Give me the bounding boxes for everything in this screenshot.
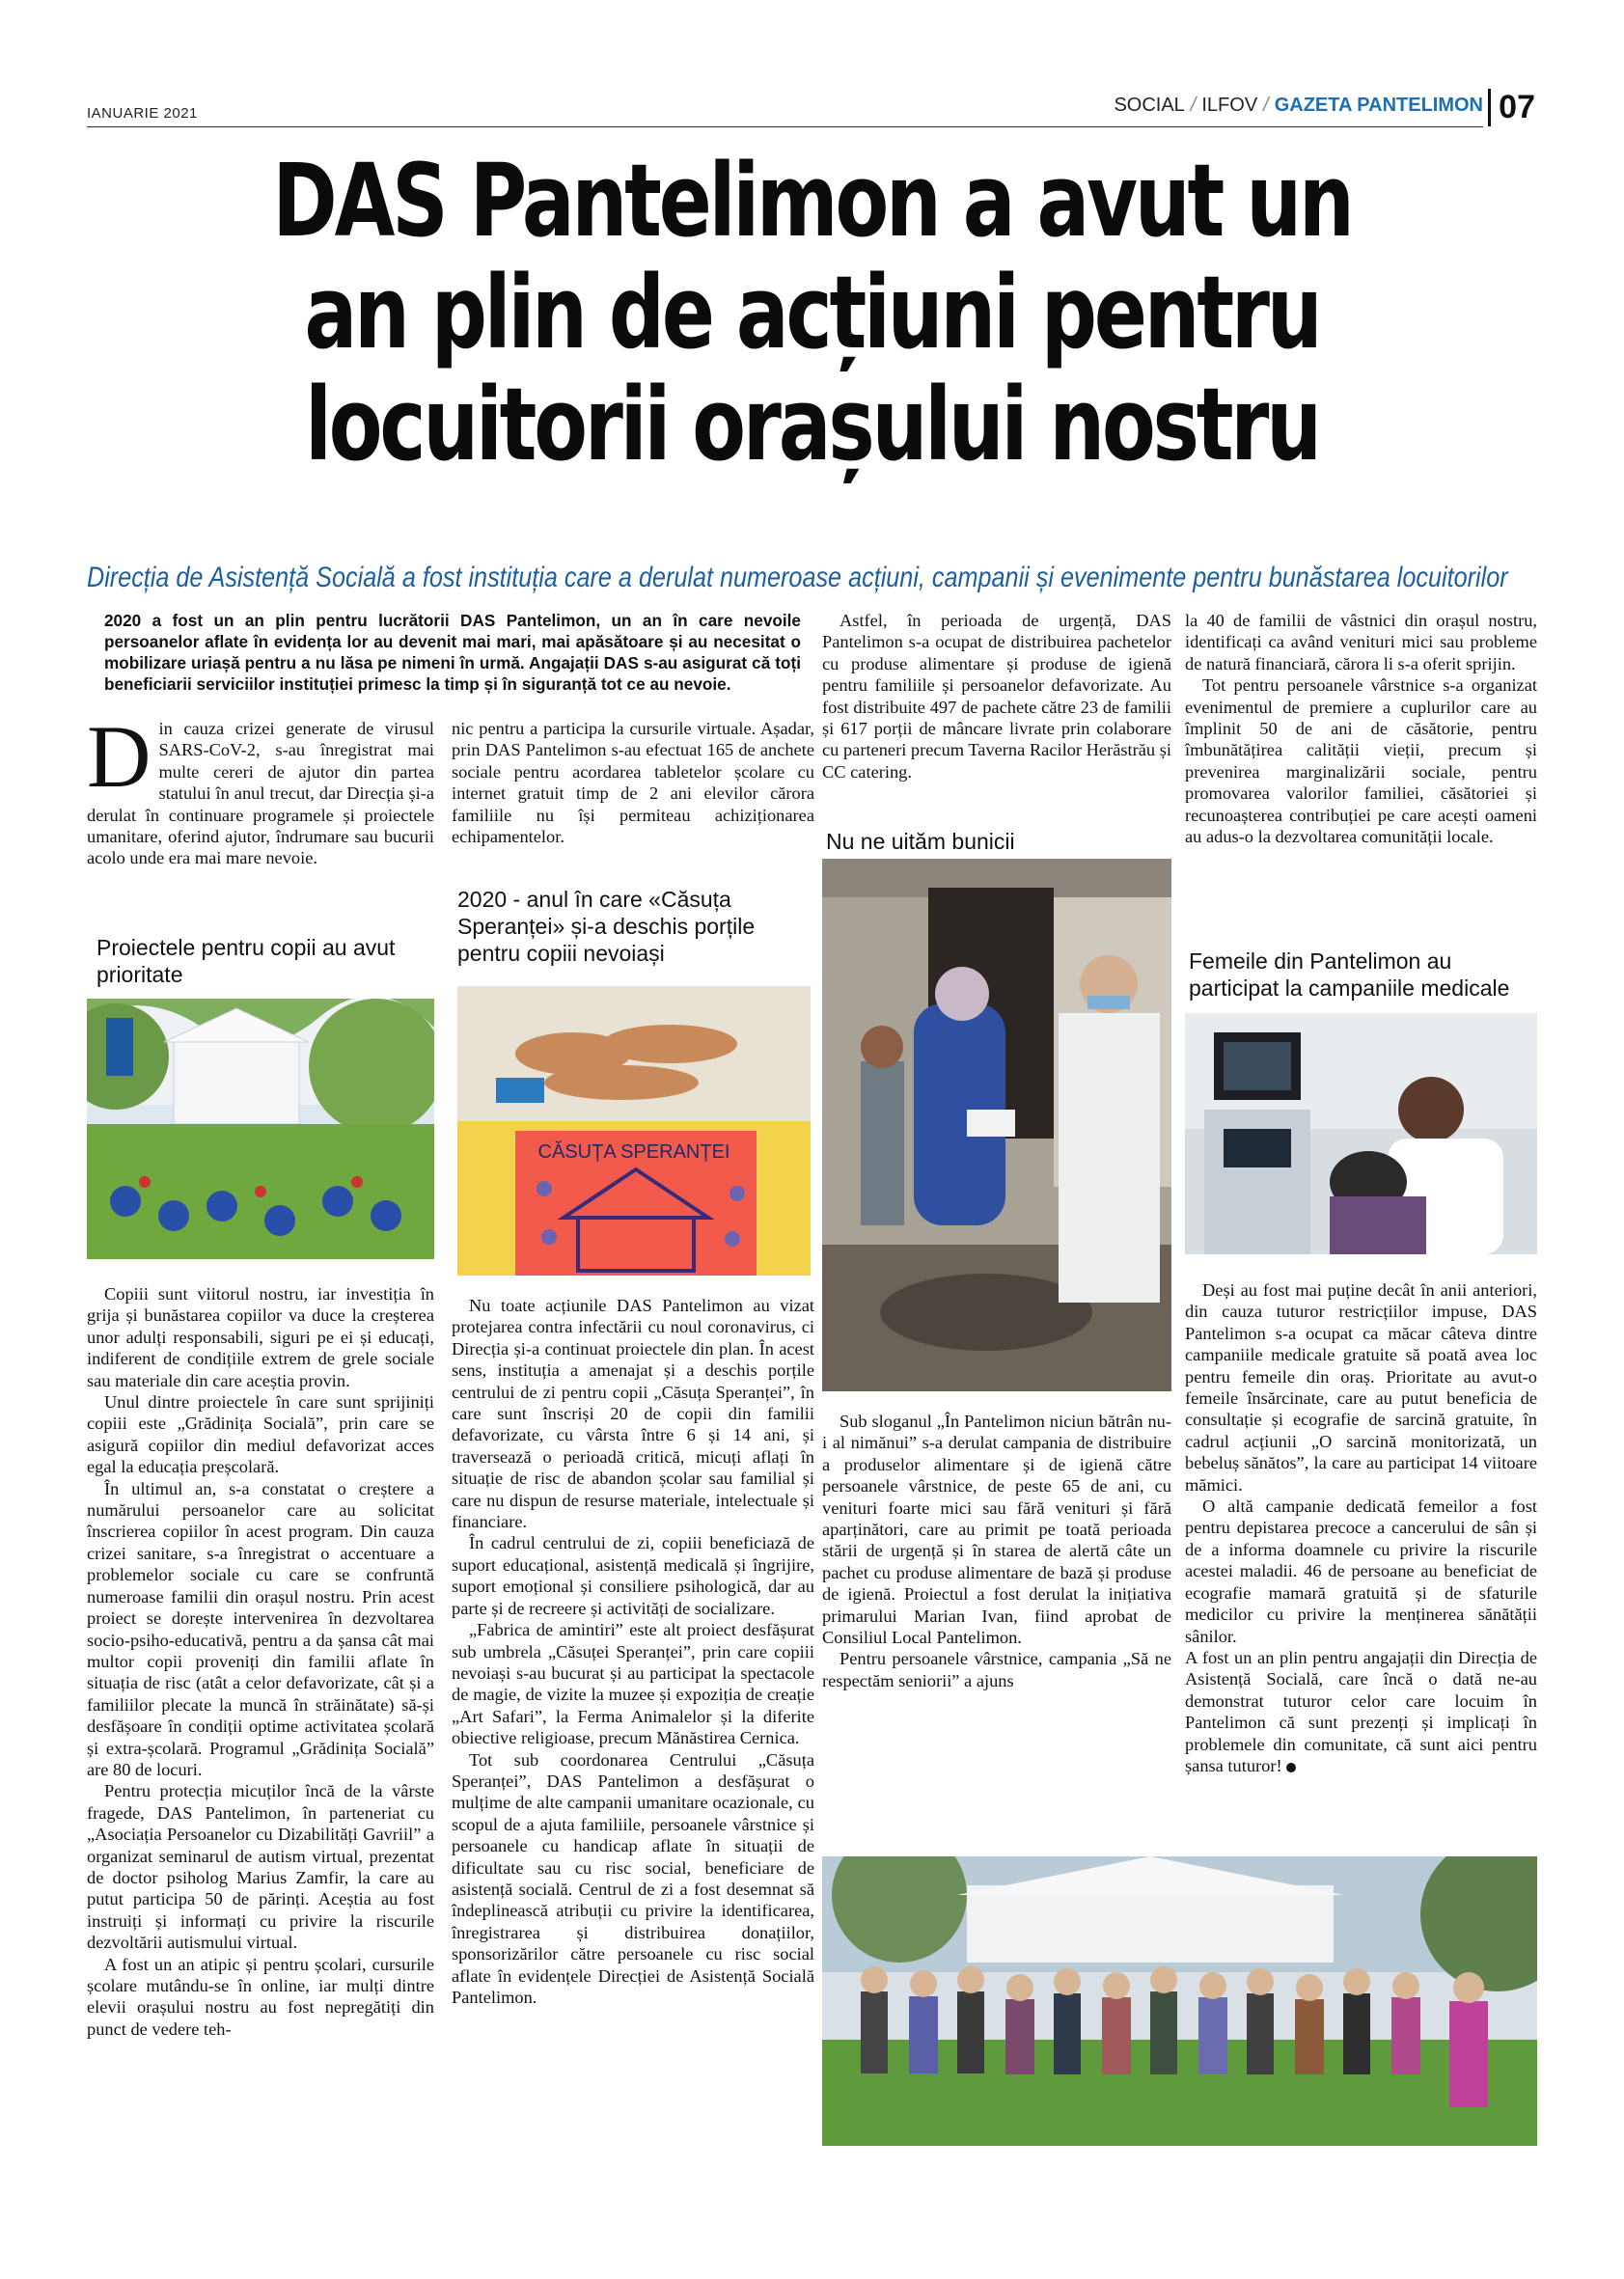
article-subtitle: Direcția de Asistență Socială a fost instituția care a derulat numeroase acțiuni, campanii și evenimente pentru bunăstarea locuitorilor	[87, 562, 1508, 593]
subhead-grandparents: Nu ne uităm bunicii	[826, 829, 1015, 854]
photo-elderly-food-delivery	[822, 859, 1171, 1391]
column-4-top	[1185, 610, 1537, 847]
column-4-body	[1185, 1279, 1537, 1776]
photo-casuta-sperantei	[457, 986, 811, 1276]
col3-paragraph-3: Pentru persoanele vârstnice, campania „Să ne respectăm seniorii” a ajuns	[822, 1649, 1171, 1690]
col1-paragraph-1: Copiii sunt viitorul nostru, iar investiția în grija și bunăstarea copiilor va duce la creșterea unor adulți responsabili, siguri pe ei și educați, indiferent de condițiile extrem de grele sociale sau materiale din care aceștia provin.	[87, 1284, 434, 1390]
intro-paragraph: in cauza crizei generate de virusul SARS-CoV-2, s-au înregistrat mai multe cereri de ajutor din partea statului în anul trecut, dar Direcția și-a derulat în continuare programele și proiectele umanitare, oferind ajutor, îndrumare sau bucurii acolo unde era mai mare nevoie.	[87, 719, 434, 868]
column-2-body	[452, 1295, 814, 2008]
col3-paragraph-1: Astfel, în perioada de urgență, DAS Pantelimon s-a ocupat de distribuirea pachetelor cu produse alimentare și produse de igienă pentru familiile și persoanelor defavorizate. Au fost distribuite 497 de pachete către 23 de familii și 617 porții de mâncare livrate prin colaborare cu parteneri precum Taverna Racilor Herăstrău și CC catering.	[822, 611, 1171, 782]
col2-paragraph-5: Tot sub coordonarea Centrului „Căsuța Speranței”, DAS Pantelimon a desfășurat o mulțime de alte campanii umanitare ocazionale, cu scopul de a ajuta familiile, persoanele vârstnice și persoanele cu handicap aflate în situații de dificultate sau cu risc social, beneficiare de asistență socială. Centrul de zi a fost desemnat să îndeplinească atribuții cu privire la identificarea, înregistrarea și distribuirea donațiilor, sponsorizărilor către persoanele cu risc social aflate în evidențele Direcției de Asistență Socială Pantelimon.	[452, 1749, 814, 2007]
col3-paragraph-2: Sub sloganul „În Pantelimon niciun bătrân nu-i al nimănui” s-a derulat campania de distribuire a produselor alimentare și de igienă către persoanele vârstnice, de peste 65 de ani, cu venituri foarte mici sau fără venituri și fără aparținători, care au primit pe toată perioada stării de urgență și în starea de alertă câte un pachet cu produse alimentare de bază și produse de igienă. Proiectul a fost derulat la inițiativa primarului Marian Ivan, fiind aprobat de Consiliul Local Pantelimon.	[822, 1412, 1171, 1648]
subhead-casuta-sperantei: 2020 - anul în care «Căsuța Speranței» și-a deschis porțile pentru copiii nevoiași	[457, 887, 756, 966]
column-1-body	[87, 1283, 434, 2040]
headline-line-1: DAS Pantelimon a avut un	[272, 142, 1352, 260]
col2-paragraph-2: Nu toate acțiunile DAS Pantelimon au vizat protejarea contra infectării cu noul coronavirus, ci Direcția și-a continuat proiectele din plan. În acest sens, instituția a amenajat și a deschis porțile centrului de zi pentru copii „Căsuța Speranței”, în care sunt înscriși 20 de copii din familii defavorizate, cu vârsta între 6 și 14 ani, și traversează o perioadă critică, micuți aflați în situație de risc de abandon școlar sau familial și care nu dispun de resurse materiale, intelectuale și financiare.	[452, 1296, 814, 1532]
col1-paragraph-2: Unul dintre proiectele în care sunt sprijiniți copiii este „Grădinița Socială”, prin care se asigură copiilor din mediul defavorizat acces egal la educația preșcolară.	[87, 1392, 434, 1477]
column-1-intro	[87, 707, 434, 869]
publication-name: GAZETA PANTELIMON	[1274, 95, 1483, 116]
col2-paragraph-3: În cadrul centrului de zi, copiii beneficiază de suport educațional, asistență medicală și îngrijire, suport emoțional și consiliere psihologică, dar au parte și de recreere și activități de socializare.	[452, 1533, 814, 1618]
drop-cap: D	[87, 707, 151, 806]
header-rule	[87, 126, 1483, 127]
subhead-women-medical: Femeile din Pantelimon au participat la campaniile medicale	[1189, 948, 1510, 1001]
col1-paragraph-5: A fost un an atipic și pentru școlari, cursurile școlare mutându-se în online, iar mulți dintre elevii orașului nostru au fost nepregătiți din punct de vedere teh-	[87, 1954, 434, 2039]
photo-children-park	[87, 999, 434, 1259]
column-2-top	[452, 718, 814, 847]
column-3-top	[822, 610, 1171, 783]
subhead-children-projects: Proiectele pentru copii au avut prioritate	[96, 935, 396, 987]
column-3-body	[822, 1411, 1171, 1691]
page-number: 07	[1488, 89, 1535, 126]
section-breadcrumb: SOCIAL / ILFOV / GAZETA PANTELIMON	[1114, 95, 1483, 116]
photo-medical-ultrasound	[1185, 1013, 1537, 1254]
photo-sign-text: CĂSUȚA SPERANȚEI	[537, 1141, 730, 1163]
col4-paragraph-1: la 40 de familii de vâstnici din orașul nostru, identificați ca având venituri mici sau probleme de natură financiară, cărora li s-a oferit sprijin.	[1185, 611, 1537, 673]
article-end-mark	[1286, 1763, 1296, 1772]
headline-line-2: an plin de acțiuni pentru	[304, 254, 1320, 371]
section-social: SOCIAL	[1114, 95, 1185, 116]
col4-paragraph-4: O altă campanie dedicată femeilor a fost pentru depistarea precoce a cancerului de sân și de a informa doamnele cu privire la riscurile acestei maladii. 46 de persoane au beneficiat de ecografie mamară gratuită și de sfaturile medicilor cu privire la menținerea sănătății sânilor.	[1185, 1496, 1537, 1646]
article-headline	[246, 142, 1377, 483]
col1-paragraph-3: În ultimul an, s-a constatat o creștere a numărului persoanelor care au solicitat înscrierea copiilor în acest program. Din cauza crizei sanitare, s-a înregistrat o accentuare a problemelor sociale cu care se confruntă numeroase familii din orașul nostru. Prin acest proiect se dorește intervenirea în dezvoltarea socio-psiho-educativă, pentru a da șansa cât mai multor copii proveniți din familii aflate în situația de risc (atât a celor defavorizate, cât și a familiilor plecate la muncă în străinătate) să-și desfășoare în condiții optime activitatea școlară și extra-școlară. Programul „Grădinița Socială” are 80 de locuri.	[87, 1478, 434, 1779]
col2-paragraph-4: „Fabrica de amintiri” este alt proiect desfășurat sub umbrela „Căsuței Speranței”, prin care copiii nevoiași s-au bucurat și au participat la spectacole de magie, de vizite la muzee și expoziția de creație „Art Safari”, la Ferma Animalelor și la diferite obiective religioase, precum Mănăstirea Cernica.	[452, 1620, 814, 1748]
article-lead: 2020 a fost un an plin pentru lucrătorii DAS Pantelimon, un an în care nevoile persoanelor aflate în evidența lor au devenit mai mari, mai apăsătoare și au necesitat o mobilizare uriașă pentru a nu lăsa pe nimeni în urmă. Angajații DAS s-au asigurat că toți beneficiarii serviciilor instituției primesc la timp și în siguranță tot ce au nevoie.	[104, 611, 801, 694]
section-ilfov: ILFOV	[1201, 95, 1258, 116]
photo-elderly-couples-group	[822, 1856, 1537, 2146]
col4-paragraph-5: A fost un an plin pentru angajații din Direcția de Asistență Socială, care încă o dată ne-au demonstrat tuturor celor care locuim în Pantelimon că sunt prezenți și implicați în problemele din comunitate, că sunt aici pentru șansa tuturor!	[1185, 1647, 1537, 1775]
col4-paragraph-3: Deși au fost mai puține decât în anii anteriori, din cauza tuturor restricțiilor impuse, DAS Pantelimon s-a ocupat ca măcar câteva dintre campaniile medicale gratuite să poată avea loc pentru femeile din oraș. Prioritate au avut-o femeile însărcinate, care au putut beneficia de consultație și ecografie de sarcină gratuite, în cadrul acțiunii „O sarcină monitorizată, un bebeluș sănătos”, la care au participat 14 viitoare mămici.	[1185, 1280, 1537, 1495]
headline-line-3: locuitorii orașului nostru	[305, 366, 1319, 483]
col1-paragraph-4: Pentru protecția micuților încă de la vârste fragede, DAS Pantelimon, în parteneriat cu „Asociația Persoanelor cu Dizabilități Gavriil” a organizat seminarul de autism virtual, prezentat de doctor psiholog Marius Zamfir, la care au putut participa 50 de părinți. Aceștia au fost instruiți și informați cu privire la riscurile dezvoltării autismului virtual.	[87, 1781, 434, 1953]
col4-paragraph-2: Tot pentru persoanele vârstnice s-a organizat evenimentul de premiere a cuplurilor care au împlinit 50 de ani de căsătorie, pentru îmbunătățirea calității vieții, precum și prevenirea marginalizării sociale, pentru promovarea valorilor familiei, căsătoriei și recunoașterea contribuției pe care acești oameni au adus-o la dezvoltarea comunității locale.	[1185, 675, 1537, 847]
page-header	[87, 89, 1535, 127]
issue-date: IANUARIE 2021	[87, 105, 198, 122]
col2-paragraph-1: nic pentru a participa la cursurile virtuale. Așadar, prin DAS Pantelimon s-au efectuat 165 de anchete sociale pentru acordarea tabletelor școlare cu internet gratuit timp de 2 ani elevilor cărora familiile nu își permiteau achiziționarea echipamentelor.	[452, 719, 814, 847]
